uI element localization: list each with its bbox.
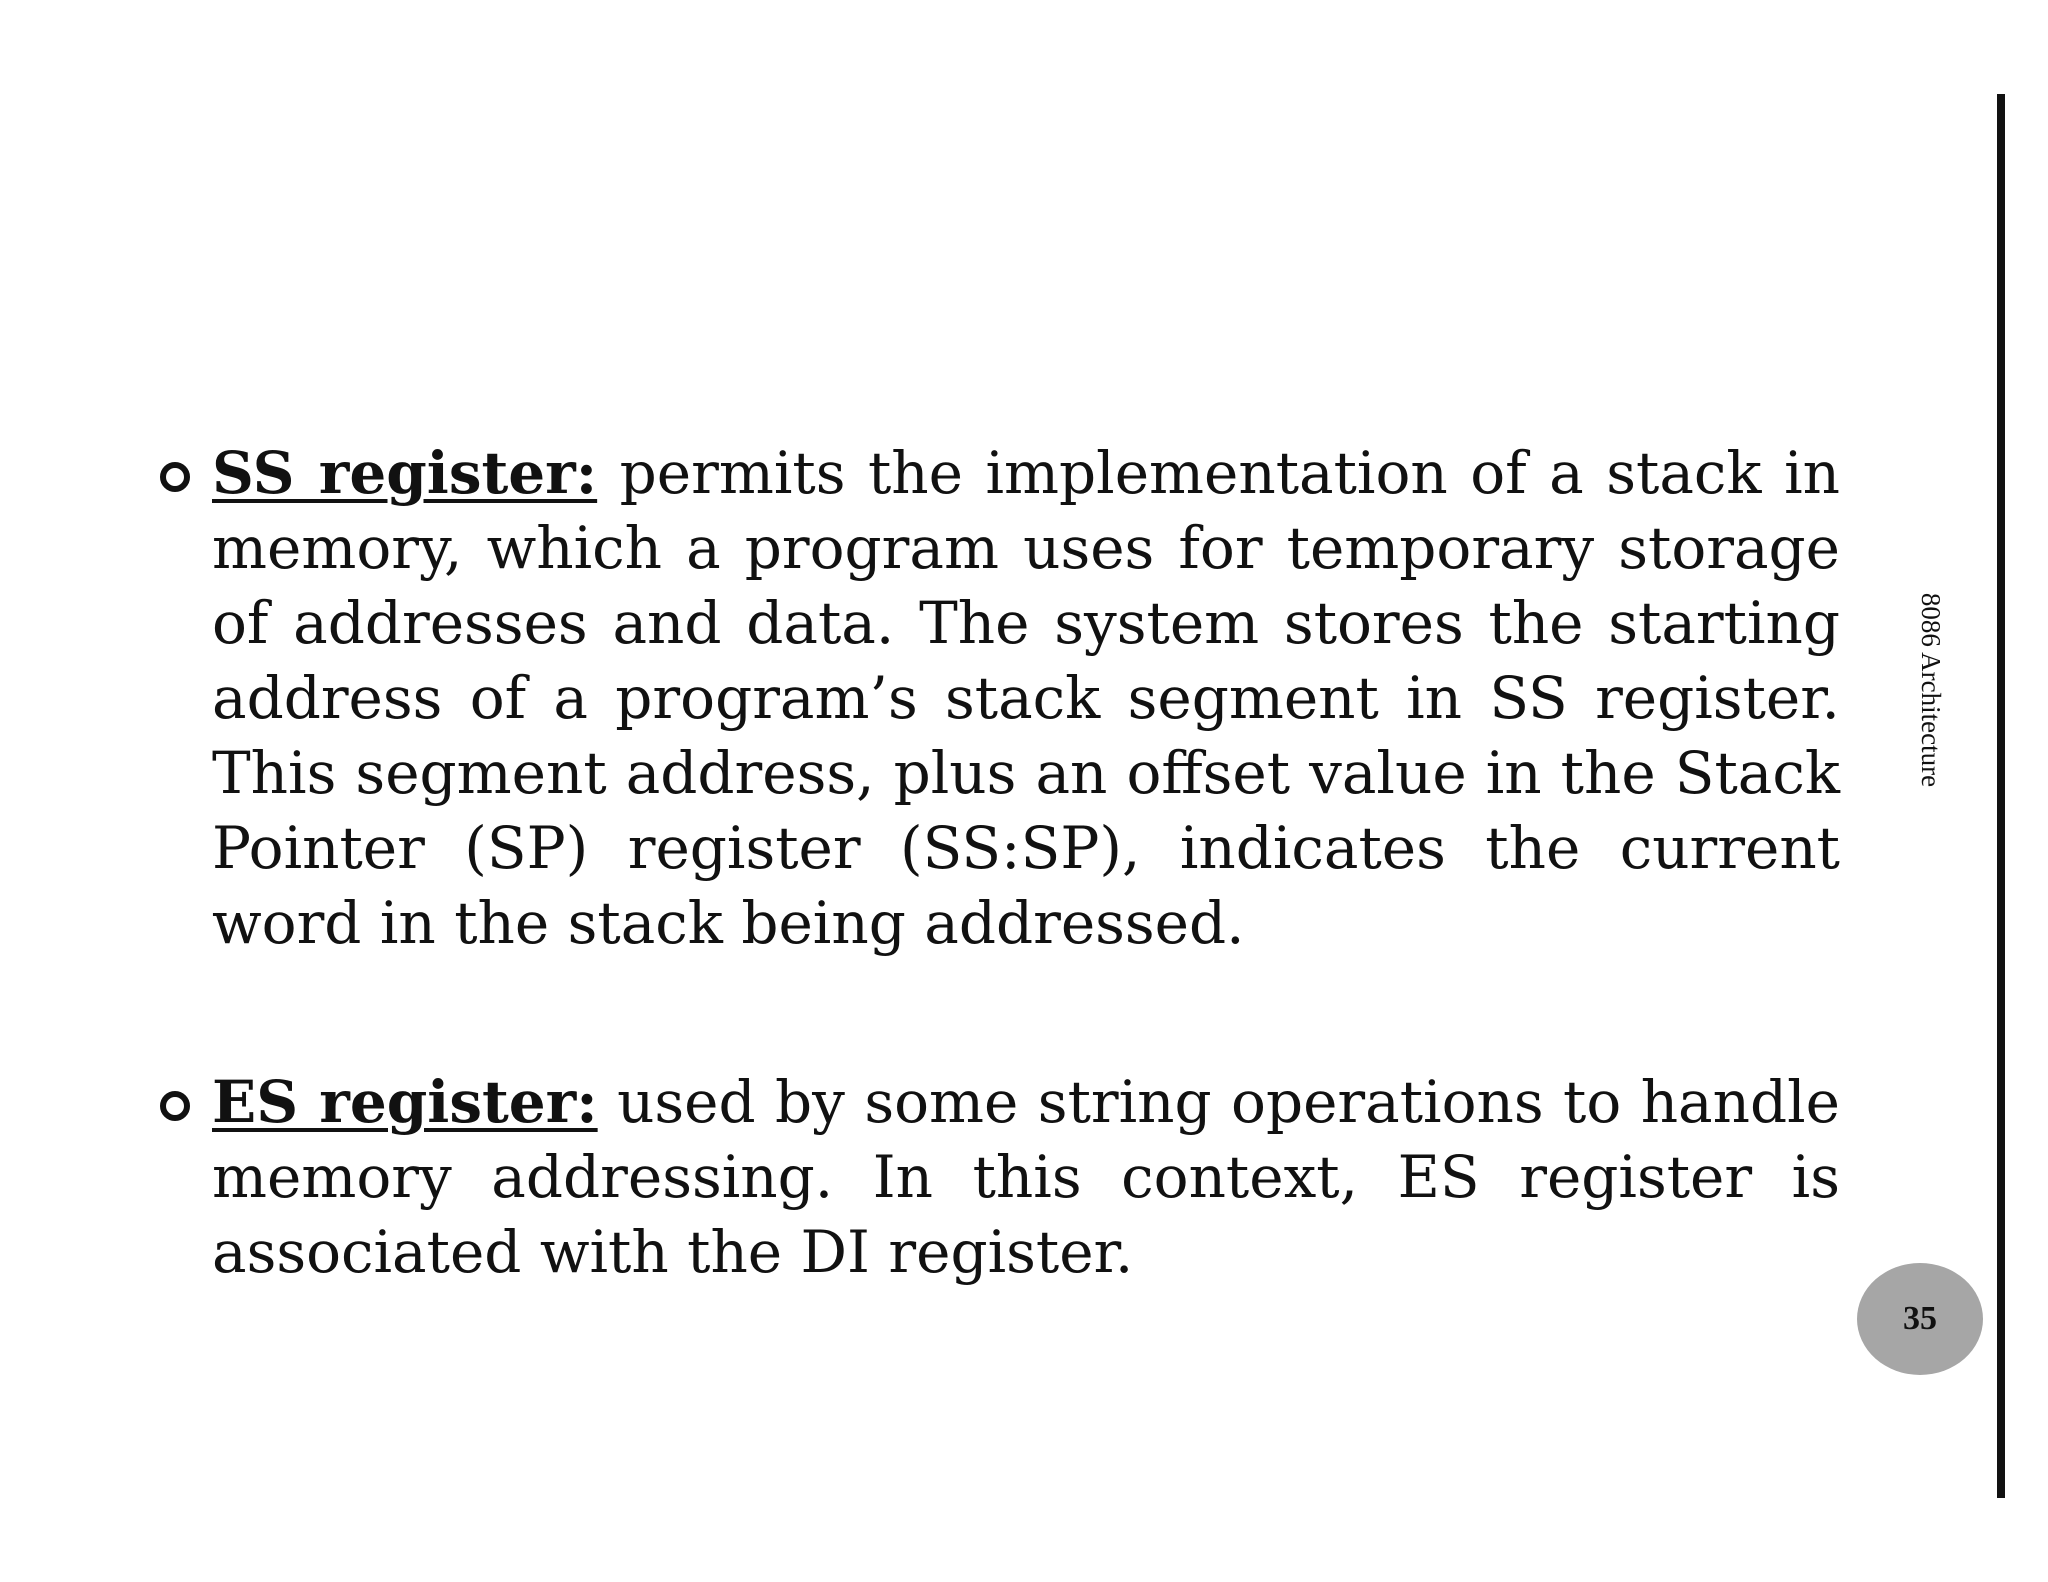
bullet-text: used by some string operations to handle memory addressing. In this context, ES register is associated with the DI register. [212, 1068, 1840, 1286]
bullet-ss-register [160, 436, 1840, 961]
circle-bullet-icon [160, 1091, 190, 1121]
bullet-text: permits the implementation of a stack in memory, which a program uses for temporary storage of addresses and data. The system stores the starting address of a program’s stack segment in SS register. This segment address, plus an offset value in the Stack Pointer (SP) register (SS:SP), indicates the current word in the stack being addressed. [212, 439, 1840, 957]
circle-bullet-icon [160, 462, 190, 492]
bullet-es-register [160, 1065, 1840, 1290]
bullet-term: SS register: [212, 439, 598, 507]
side-title: 8086 Architecture [1916, 592, 1946, 788]
bullet-term: ES register: [212, 1068, 598, 1136]
slide-body [160, 436, 1840, 1290]
page-number: 35 [1903, 1300, 1937, 1337]
vertical-divider [1997, 94, 2005, 1498]
page-number-badge [1857, 1263, 1983, 1375]
